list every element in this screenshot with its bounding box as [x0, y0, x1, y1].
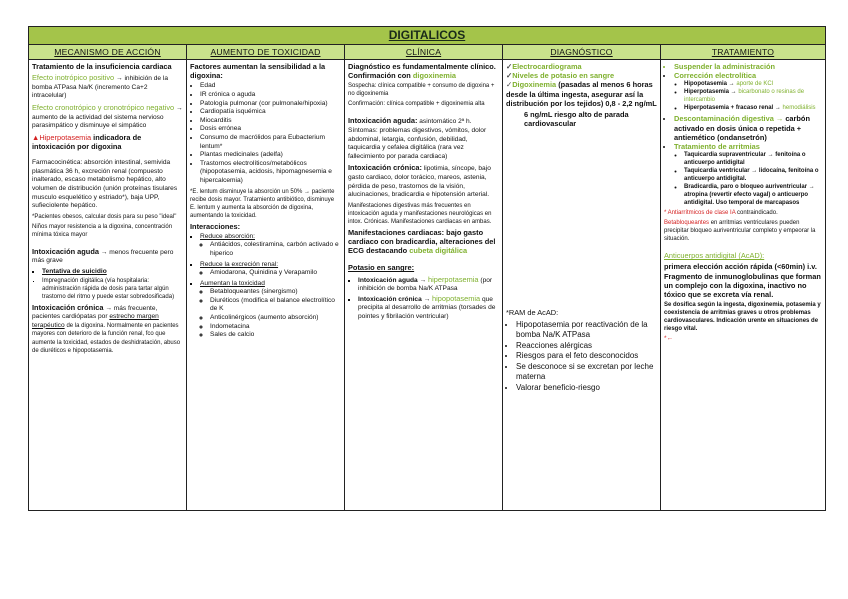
arritmias-label: Tratamiento de arritmias: [674, 142, 760, 152]
clin-cronica-title: Intoxicación crónica:: [348, 163, 422, 173]
list-item: ◦ Anticolinérgicos (aumento absorción): [210, 314, 341, 323]
list-item: • Valorar beneficio-riesgo: [516, 383, 657, 394]
sospecha: Sospecha: clínica compatible + consumo de digoxina + no digoxinemia: [348, 83, 495, 98]
header-clinica: CLÍNICA: [345, 45, 503, 59]
header-toxicidad: AUMENTO DE TOXICIDAD: [187, 45, 345, 59]
ino-label: Efecto inotrópico positivo: [32, 73, 115, 83]
potasio-title: Potasio en sangre:: [348, 263, 415, 273]
column-clinica: [345, 60, 503, 510]
factor-list: [190, 82, 341, 185]
list-item: ◦ Diuréticos (modifica el balance electrolítico de K: [210, 297, 341, 314]
dosificacion: Se dosifica según la ingesta, digoxinemia, potasemia y coexistencia de arritmias graves u otros problemas cardiovasculares. Indicación urente en situaciones de riesgo vital.: [664, 302, 821, 333]
list-item: ◦ Sales de calcio: [210, 331, 341, 340]
k-cronica: Intoxicación crónica →: [358, 295, 431, 303]
aumenta-toxicidad: Aumentan la toxicidad: [200, 279, 265, 287]
warning-triangle-icon: ▲: [32, 132, 40, 142]
list-item: ✓ Niveles de potasio en sangre: [506, 71, 657, 80]
header-mecanismo: MECANISMO DE ACCIÓN: [29, 45, 187, 59]
list-item: ◦ Betabloqueantes (sinergismo): [210, 288, 341, 297]
ino-text: → inhibición de la bomba ATPasa Na/K (incremento Ca+2 intracelular): [32, 75, 169, 100]
note-pacientes: *Pacientes obesos, calcular dosis para su peso "ideal": [32, 213, 177, 220]
aguda-title: Intoxicación aguda: [32, 246, 99, 256]
digoxinemia-check: Digoxinemia: [512, 80, 557, 90]
list-item: ◦ Antiácidos, colestiramina, carbón activado e hiperico: [210, 241, 341, 258]
list-item: • Dosis errónea: [200, 125, 341, 134]
cronica-underline: estrecho margen terapéutico: [32, 313, 159, 329]
list-item: • Cardiopatía isquémica: [200, 108, 341, 117]
digox-rest: (pasadas al menos 6 horas desde la última ingesta, asegurar así la distribución por los tejidos) 0,8 - 2,2 ng/mL: [506, 80, 657, 108]
antiarritmicos: * Antiarrítmicos de clase IA: [664, 210, 736, 217]
potasio-list: [348, 275, 499, 322]
column-tratamiento: [661, 60, 825, 510]
column-toxicidad: [187, 60, 345, 510]
header-diagnostico: DIAGNÓSTICO: [503, 45, 661, 59]
list-item: • Consumo de macrólidos para Eubacterium lentum*: [200, 134, 341, 151]
descontaminacion-text: carbón activado en dosis única o repetida + antiemético (ondansetrón): [674, 114, 810, 142]
note-ninos: Niños mayor resistencia a la digoxina, concentración mínima tóxica mayor: [32, 223, 173, 238]
list-item: • Riesgos para el feto desconocidos: [516, 351, 657, 362]
sub-item: Hiperpotasemia →: [684, 89, 737, 96]
clin-cronica-text: lipotimia, síncope, bajo gasto cardiaco, dolor torácico, mareos, astenia, pérdida de peso, trastornos de la visión, alucinaciones, bradicardia e hipotensión arterial.: [348, 165, 491, 199]
hiperk-text: indicadora de intoxicación por digoxina: [32, 132, 142, 151]
k-hipo: hipopotasemia: [432, 293, 481, 303]
acad-title: Anticuerpos antidigital (AcAD):: [664, 251, 765, 261]
list-item: • Se desconoce si se excretan por leche materna: [516, 362, 657, 383]
list-item: • Miocarditis: [200, 117, 341, 126]
descontaminacion-label: Descontaminación digestiva →: [674, 114, 784, 124]
k-hiper: hiperpotasemia: [428, 274, 479, 284]
lentum-note: *E. lentum disminuye la absorción un 50% → paciente recibe dosis mayor. Tratamiento antibiótico, disminuye E. lentum y aumenta la absorción de digoxina, aumentando la toxicidad.: [190, 188, 335, 219]
clin-aguda-text: asintomático 2ª h. Síntomas: problemas digestivos, vómitos, dolor abdominal, letargia, confusión, debilidad, taquicardia y cefalea digitálica (rara vez fallecimiento por parada cardiaca): [348, 118, 487, 160]
manif-small: Manifestaciones digestivas más frecuentes en intoxicación aguda y manifestaciones neurológicas en intox. Crónicas. Manifestaciones cardiacas en ambas.: [348, 202, 492, 225]
column-headers: [29, 45, 825, 60]
cronica-text: → más frecuente, pacientes cardiópatas por: [32, 304, 158, 321]
correccion-label: Corrección electrolítica: [674, 71, 757, 81]
betabloqueantes: Betabloqueantes: [664, 220, 710, 227]
sub-item: Hipopotasemia →: [684, 81, 735, 88]
interacciones-list: [190, 233, 341, 340]
digoxinemia-label: digoxinemia: [412, 71, 457, 81]
crono-text: → aumento de la actividad del sistema nervioso parasimpático y disminuye el simpático: [32, 104, 183, 130]
list-item: • Plantas medicinales (adelfa): [200, 151, 341, 160]
crono-label: Efecto cronotrópico y cronotrópico negativo: [32, 102, 175, 112]
farmacocinetica: Farmacocinética: absorción intestinal, semivida plasmática 36 h, excreción renal (compuesto inalterado, escaso metabolismo hepático, alto volumen de distribución (unión proteínas tisulares musculo esquelético y estriado*), baja UPP, sufieciolente hepático.: [32, 159, 178, 210]
cronica-rest: de la digoxina. Normalmente en pacientes mayores con deterioro de la función renal, fco que aumente la toxicidad, estados de deshidratación, abuso de diuréticos e hipopotasemia.: [32, 322, 181, 355]
diagnostico-checks: [506, 62, 657, 108]
list-item: • Reacciones alérgicas: [516, 341, 657, 352]
manif-cardiacas: Manifestaciones cardiacas: bajo gasto cardiaco con bradicardia, alteraciones del ECG destacando: [348, 227, 496, 256]
interacciones-title: Interacciones:: [190, 221, 241, 231]
list-item: ▪ Tentativa de suicidio: [42, 268, 183, 277]
column-mecanismo: [29, 60, 187, 510]
list-item: • Patología pulmonar (cor pulmonale/hipoxia): [200, 100, 341, 109]
column-diagnostico: [503, 60, 661, 510]
sub-item-detail: bicarbonato o resinas de intercambio: [684, 89, 805, 104]
acad-text: primera elección acción rápida (<60min) i.v. Fragmento de inmunoglobulinas que forman un complejo con la digoxina, inactivo no tóxico que se excreta vía renal.: [664, 262, 821, 300]
sub-item: ◦ Bradicardia, paro o bloqueo auriventricular → atropina (revertir efecto vagal) o anticuerpo antidigital. Uso temporal de marcapasos: [684, 183, 822, 207]
k-aguda: Intoxicación aguda →: [358, 276, 427, 284]
k-cronica-rest: que precipita al desarrollo de arritmias (torsades de pointes y fibrilación ventricular): [358, 295, 496, 320]
clinica-title: Diagnóstico es fundamentalmente clínico. Confirmación con: [348, 62, 496, 81]
sub-item-detail: hemodiálisis: [782, 105, 816, 112]
confirmacion: Confirmación: clínica compatible + digoxinemia alta: [348, 101, 485, 108]
end-note: *←: [664, 335, 674, 343]
tox-title: Factores aumentan la sensibilidad a la digoxina:: [190, 62, 326, 81]
reduce-absorcion: Reduce absorción:: [200, 232, 255, 240]
list-item: • Hipopotasemia por reactivación de la bomba Na/K ATPasa: [516, 320, 657, 341]
aguda-list: [32, 268, 183, 301]
ram-list: [506, 320, 657, 394]
list-item: • IR crónica o aguda: [200, 91, 341, 100]
clin-aguda-title: Intoxicación aguda:: [348, 116, 418, 126]
summary-sheet: [28, 26, 826, 511]
reduce-excrecion: Reduce la excreción renal:: [200, 260, 279, 268]
hiperk-label: Hiperpotasemia: [39, 132, 92, 142]
list-item: ▪ Impregnación digitálica (vía hospitalaria: administración rápida de dosis para tartar algún trastorno del ritmo y puede estar sobredosificada): [42, 277, 183, 301]
rango-parada: 6 ng/mL riesgo alto de parada cardiovascular: [524, 110, 629, 129]
list-item: ◦ Indometacina: [210, 323, 341, 332]
list-item: • Trastornos electrolíticos/metabólicos (hipopotasemia, acidosis, hipomagnesemia e hipercalcemia): [200, 160, 341, 186]
sub-item: ◦ Taquicardia supraventricular → fenitoína o anticuerpo antidigital: [684, 151, 822, 167]
sub-item: Hiperpotasemia + fracaso renal →: [684, 105, 781, 112]
betabloqueantes-rest: en arritmias ventriculares pueden precipitar bloqueo auriventricular completo y empeorar la situación.: [664, 220, 816, 243]
cubeta-label: cubeta digitálica: [409, 246, 468, 256]
list-item: • Edad: [200, 82, 341, 91]
sub-item-detail: aporte de KCl: [736, 81, 774, 88]
k-aguda-rest: (por inhibición de bomba Na/K ATPasa: [358, 276, 493, 293]
sub-item: ◦ Taquicardia ventricular → lidocaína, fenitoína o anticuerpo antidigital.: [684, 167, 822, 183]
antiarritmicos-rest: contraindicado.: [737, 210, 778, 217]
tratamiento-list: [664, 62, 822, 207]
mec-title: Tratamiento de la insuficiencia cardiaca: [32, 62, 172, 71]
ram-title: *RAM de AcAD:: [506, 308, 559, 318]
header-tratamiento: TRATAMIENTO: [711, 47, 775, 57]
list-item: ✓ Electrocardiograma: [506, 62, 657, 71]
aguda-text: → menos frecuente pero más grave: [32, 248, 174, 265]
sheet-title: DIGITALICOS: [29, 27, 825, 45]
cronica-title: Intoxicación crónica: [32, 302, 104, 312]
list-item: • Suspender la administración: [674, 62, 822, 71]
list-item: ◦ Amiodarona, Quinidina y Verapamilo: [210, 269, 341, 278]
